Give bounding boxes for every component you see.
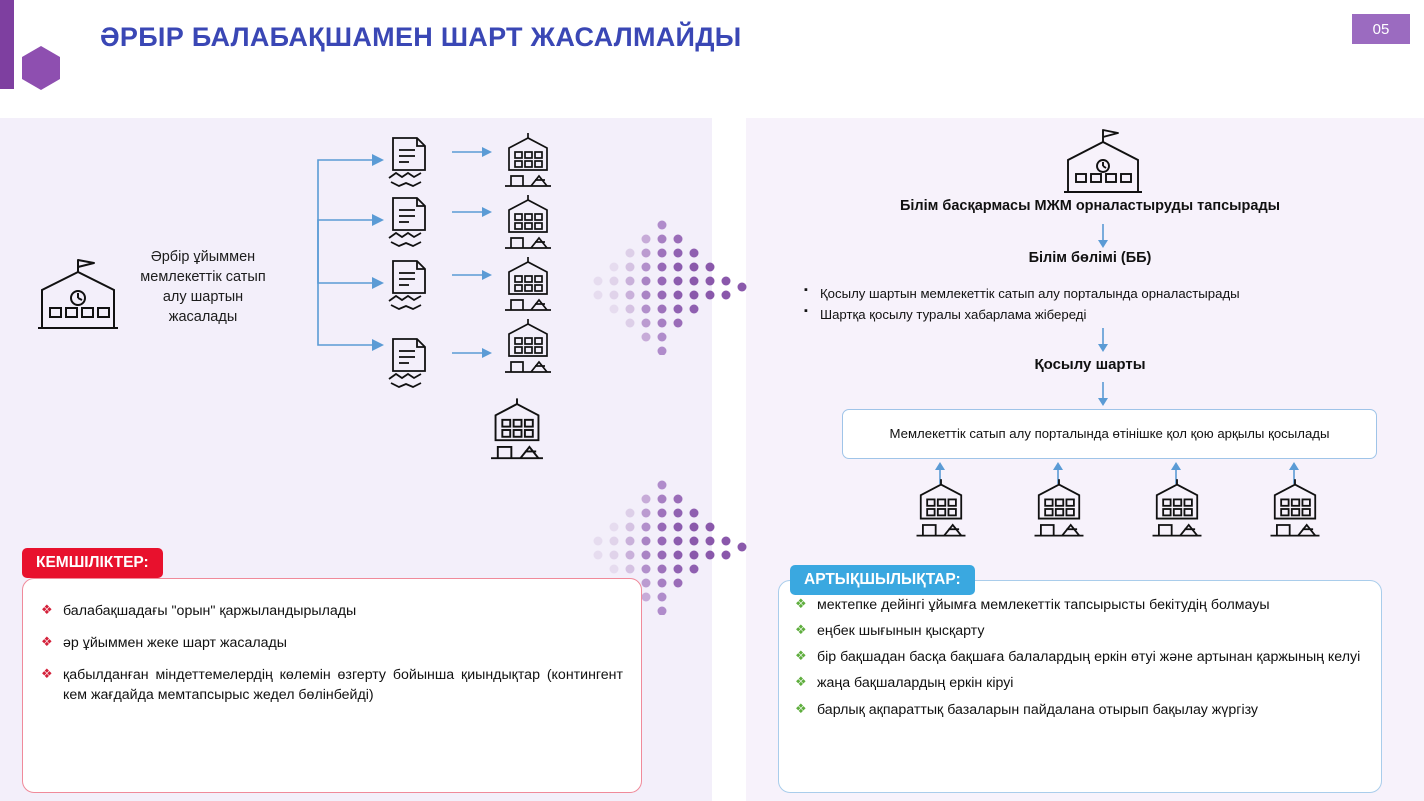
school-building-icon bbox=[36, 258, 120, 334]
list-item bbox=[787, 700, 1365, 720]
diamond-bullet-icon: ❖ bbox=[795, 648, 807, 664]
diamond-bullet-icon: ❖ bbox=[795, 596, 807, 611]
list-item-label: балабақшадағы "орын" қаржыландырылады bbox=[63, 603, 357, 619]
list-item bbox=[787, 647, 1365, 667]
kindergarten-icon bbox=[497, 254, 559, 316]
list-item-label: барлық ақпараттық базаларын пайдалана отырып бақылау жүргізу bbox=[817, 701, 1259, 718]
list-item-label: қабылданған міндеттемелердің көлемін өзгерту бойынша қиындықтар (контингент кем жағдайда мемтапсырыс жедел бөлінбейді) bbox=[63, 667, 623, 704]
list-item bbox=[787, 621, 1365, 641]
kindergarten-icon bbox=[1026, 476, 1092, 542]
list-item bbox=[787, 595, 1365, 615]
arrow-down-icon bbox=[1097, 224, 1109, 248]
contract-document-icon bbox=[385, 136, 433, 188]
arrow-right-icon bbox=[452, 347, 492, 359]
list-item-label: еңбек шығынын қысқарту bbox=[817, 623, 985, 640]
list-item: ▪ Қосылу шартын мемлекеттік сатып алу порталында орналастырады bbox=[804, 283, 1384, 304]
arrow-down-icon bbox=[1097, 328, 1109, 352]
diamond-bullet-icon: ❖ bbox=[795, 700, 807, 716]
cons-card bbox=[22, 578, 642, 793]
arrow-right-icon bbox=[452, 146, 492, 158]
right-heading-1: Білім басқармасы МЖМ орналастыруды тапсырады bbox=[899, 198, 1281, 214]
diamond-bullet-icon: ❖ bbox=[795, 622, 807, 638]
kindergarten-icon bbox=[1262, 476, 1328, 542]
header-left-stripe bbox=[0, 0, 14, 89]
arrow-right-icon bbox=[452, 269, 492, 281]
contract-document-icon bbox=[385, 337, 433, 389]
list-item-label: әр ұйыммен жеке шарт жасалады bbox=[63, 635, 287, 652]
kindergarten-icon bbox=[1144, 476, 1210, 542]
list-item bbox=[33, 665, 623, 705]
list-item bbox=[33, 601, 623, 621]
diamond-bullet-icon: ❖ bbox=[41, 602, 53, 617]
arrow-right-icon bbox=[452, 206, 492, 218]
diamond-bullet-icon: ❖ bbox=[41, 634, 53, 650]
diamond-bullet-icon: ❖ bbox=[795, 674, 807, 690]
page-number-badge: 05 bbox=[1352, 14, 1410, 44]
kindergarten-icon bbox=[497, 316, 559, 378]
list-item-label: жаңа бақшалардың еркін кіруі bbox=[817, 675, 1014, 692]
cons-tag: КЕМШІЛІКТЕР: bbox=[22, 548, 163, 578]
contract-document-icon bbox=[385, 259, 433, 311]
list-item-label: бір бақшадан басқа бақшаға балалардың еркін өтуі және артынан қаржының келуі bbox=[817, 649, 1361, 666]
list-item bbox=[33, 633, 623, 653]
list-item bbox=[787, 673, 1365, 693]
diamond-bullet-icon: ❖ bbox=[41, 666, 53, 682]
education-department-school-icon bbox=[1060, 128, 1146, 198]
left-caption: Әрбір ұйыммен мемлекеттік сатып алу шартын жасалады bbox=[140, 249, 266, 325]
right-heading-2: Білім бөлімі (ББ) bbox=[1028, 250, 1152, 266]
kindergarten-icon bbox=[482, 395, 552, 465]
pros-tag: АРТЫҚШЫЛЫҚТАР: bbox=[790, 565, 975, 595]
pros-card bbox=[778, 580, 1382, 793]
portal-info-box: Мемлекеттік сатып алу порталында өтінішке қол қою арқылы қосылады bbox=[842, 409, 1377, 459]
right-heading-3: Қосылу шарты bbox=[1034, 356, 1146, 373]
right-bullet-list bbox=[804, 283, 1384, 326]
contract-document-icon bbox=[385, 196, 433, 248]
list-item: ▪ Шартқа қосылу туралы хабарлама жібереді bbox=[804, 304, 1384, 325]
arrow-down-icon bbox=[1097, 382, 1109, 406]
dot-arrow-decoration-top bbox=[590, 215, 765, 355]
kindergarten-icon bbox=[908, 476, 974, 542]
kindergarten-icon bbox=[497, 192, 559, 254]
page-title: ӘРБІР БАЛАБАҚШАМЕН ШАРТ ЖАСАЛМАЙДЫ bbox=[100, 22, 742, 52]
kindergarten-icon bbox=[497, 130, 559, 192]
hexagon-decoration bbox=[20, 45, 62, 91]
list-item-label: мектепке дейінгі ұйымға мемлекеттік тапсырысты бекітудің болмауы bbox=[817, 597, 1270, 613]
